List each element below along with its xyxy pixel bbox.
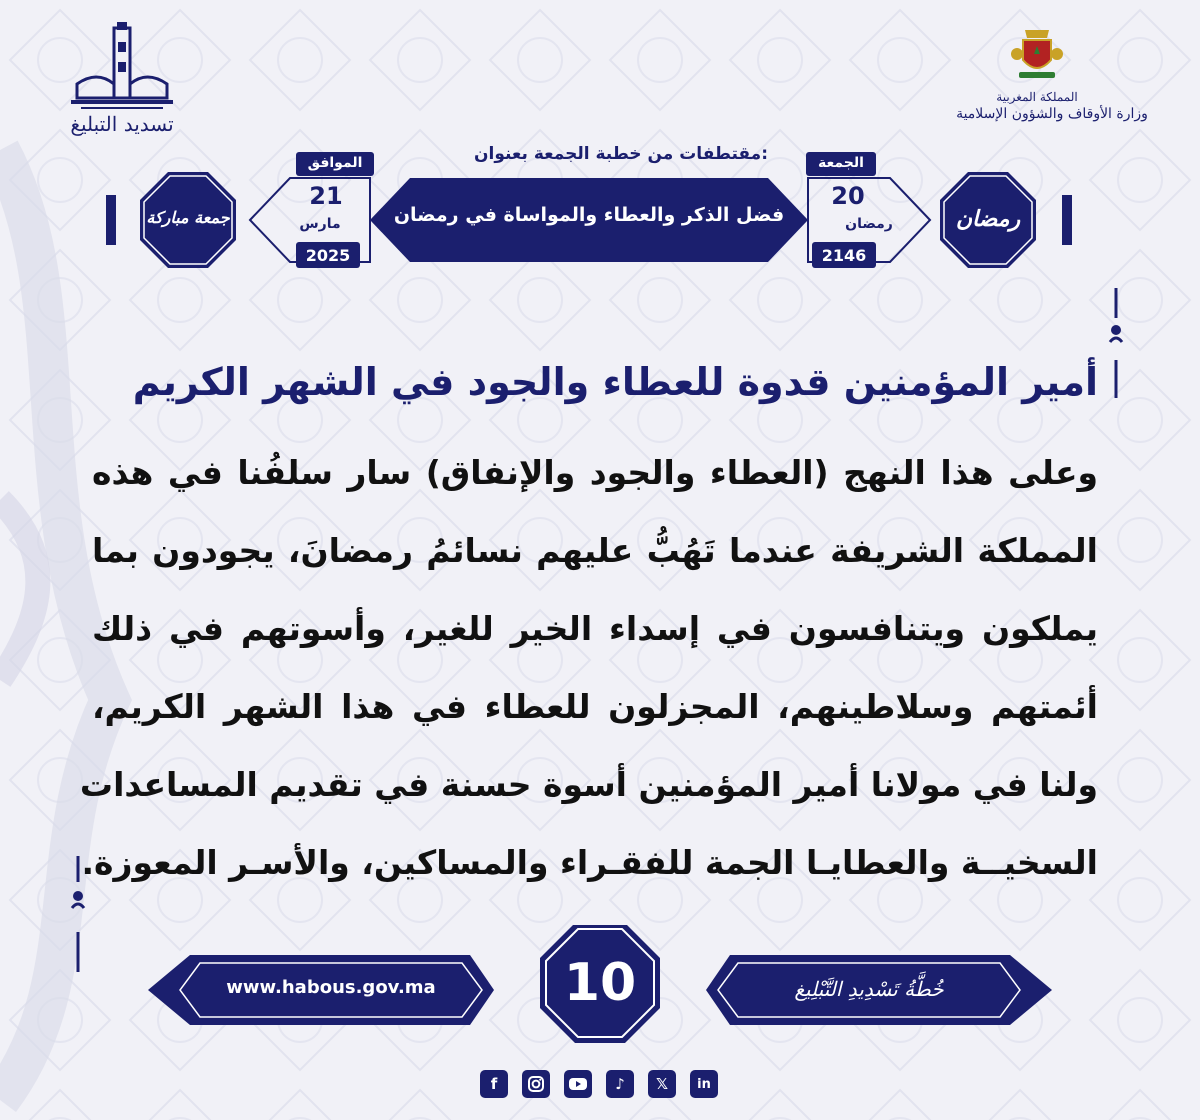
tasdid-tabligh-logo bbox=[62, 22, 182, 136]
gregorian-month: مارس bbox=[299, 216, 341, 232]
excerpt-headline: أمير المؤمنين قدوة للعطاء والجود في الشهر الكريم bbox=[132, 360, 1098, 404]
gregorian-day: 21 bbox=[309, 182, 343, 210]
paragraph-line: يملكون ويتنافسون في إسداء الخير للغير، وأسوتهم في ذلك bbox=[92, 609, 1098, 648]
facebook-icon[interactable]: f bbox=[480, 1070, 508, 1098]
social-links bbox=[480, 1070, 718, 1098]
coat-of-arms-icon bbox=[1007, 24, 1067, 82]
logo-caption: تسديد التبليغ bbox=[70, 112, 174, 136]
ministry-logo bbox=[932, 24, 1172, 122]
mosque-icon bbox=[67, 22, 177, 114]
gregorian-label: الموافق bbox=[307, 155, 363, 171]
paragraph-line: أئمتهم وسلاطينهم، المجزلون للعطاء في هذا الشهر الكريم، bbox=[92, 687, 1098, 726]
sermon-intro: مقتطفات من خطبة الجمعة بعنوان: bbox=[473, 144, 768, 164]
excerpt-number: 10 bbox=[563, 953, 637, 1013]
paragraph-line: المملكة الشريفة عندما تَهُبُّ عليهم نسائمُ رمضانَ، يجودون بما bbox=[92, 531, 1098, 570]
hijri-year: 2146 bbox=[821, 246, 867, 265]
header-ribbon bbox=[0, 140, 1200, 300]
excerpt-content bbox=[79, 352, 1112, 902]
hijri-month: رمضان bbox=[845, 216, 893, 232]
tiktok-icon[interactable]: ♪ bbox=[606, 1070, 634, 1098]
youtube-icon[interactable] bbox=[564, 1070, 592, 1098]
paragraph-line: السخيــة والعطايـا الجمة للفقـراء والمساكين، والأسـر المعوزة. bbox=[81, 843, 1098, 882]
linkedin-icon[interactable]: in bbox=[690, 1070, 718, 1098]
gregorian-year: 2025 bbox=[305, 246, 351, 265]
website-link[interactable]: www.habous.gov.ma bbox=[226, 977, 436, 998]
footer bbox=[0, 925, 1200, 1120]
plan-label: خُطَّةُ تَسْدِيدِ التَّبْلِيغ bbox=[794, 977, 944, 1001]
paragraph-line: ولنا في مولانا أمير المؤمنين أسوة حسنة في تقديم المساعدات bbox=[79, 765, 1098, 804]
instagram-icon[interactable] bbox=[522, 1070, 550, 1098]
hijri-day-label: الجمعة bbox=[818, 155, 864, 171]
sermon-title: فضل الذكر والعطاء والمواساة في رمضان bbox=[393, 204, 785, 226]
ministry-name: وزارة الأوقاف والشؤون الإسلامية bbox=[956, 106, 1148, 122]
x-icon[interactable]: 𝕏 bbox=[648, 1070, 676, 1098]
country-name: المملكة المغربية bbox=[996, 90, 1078, 104]
jumua-mubaraka-badge: جمعة مباركة bbox=[146, 208, 230, 227]
paragraph-line: وعلى هذا النهج (العطاء والجود والإنفاق) سار سلفُنا في هذه bbox=[92, 453, 1098, 492]
hijri-day: 20 bbox=[831, 182, 865, 210]
excerpt-paragraph bbox=[79, 434, 1112, 902]
ramadan-badge: رمضان bbox=[955, 206, 1021, 232]
